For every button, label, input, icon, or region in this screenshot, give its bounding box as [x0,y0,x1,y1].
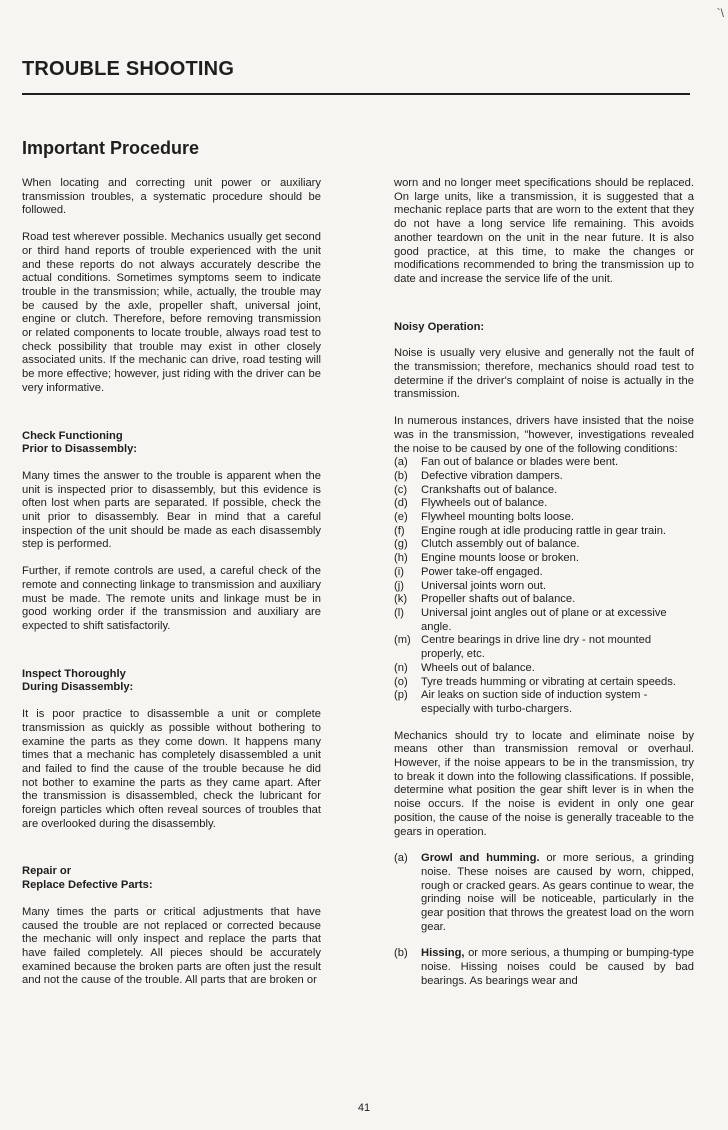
subheading [22,865,321,892]
paragraph: In numerous instances, drivers have insisted that the noise was in the transmission, "however, investigations revealed the noise to be caused by one of the following conditions: [394,415,694,455]
paragraph: Further, if remote controls are used, a careful check of the remote and connecting linkage to transmission and auxiliary must be made. The remote units and linkage must be in good working order if the transmission and auxiliary are expected to shift satisfactorily. [22,565,321,632]
header-divider [22,93,690,95]
condition-text: Centre bearings in drive line dry - not mounted properly, etc. [421,634,652,661]
condition-text: Crankshafts out of balance. [421,483,558,496]
condition-label: (o) [394,675,408,688]
condition-item [394,580,694,594]
left-column [22,177,321,988]
item-label: (a) [394,852,408,865]
condition-text: Flywheel mounting bolts loose. [421,511,574,524]
condition-text: Fan out of balance or blades were bent. [421,456,619,469]
condition-item [394,607,694,634]
item-term: Hissing, [421,947,465,960]
condition-item [394,470,694,484]
paragraph: Mechanics should try to locate and eliminate noise by means other than transmission removal or overhaul. However, if the noise appears to be in the transmission, try to break it down into the following classifications. If possible, determine what position the gear shift lever is in when the noise occurs. If the noise is evident in only one gear position, the cause of the noise is generally traceable to the gears in operation. [394,729,694,838]
item-text: or more serious, a thumping or bumping-type noise. Hissing noises could be caused by bad bearings. As bearings wear and [421,947,694,987]
noise-item [394,947,694,988]
condition-item [394,676,694,690]
condition-label: (c) [394,483,408,496]
condition-text: Flywheels out of balance. [421,497,548,510]
condition-label: (k) [394,593,408,606]
condition-item [394,566,694,580]
page-number: 41 [357,1102,371,1114]
paragraph: worn and no longer meet specifications should be replaced. On large units, like a transmission, it is suggested that a mechanic replace parts that are worn to the extent that they do not have a long service life remaining. This avoids another teardown on the unit in the near future. It is also good practice, at this time, to make the changes or modifications recommended to bring the transmission up to date and increase the service life of the unit. [394,177,694,285]
condition-text: Wheels out of balance. [421,661,535,674]
condition-item [394,538,694,552]
condition-text: Power take-off engaged. [421,565,543,578]
condition-item [394,497,694,511]
condition-item [394,552,694,566]
condition-label: (h) [394,552,408,565]
paragraph: When locating and correcting unit power or auxiliary transmission troubles, a systematic procedure should be followed. [22,177,321,217]
condition-text: Universal joint angles out of plane or at excessive angle. [421,606,667,633]
paragraph: Many times the answer to the trouble is apparent when the unit is inspected prior to disassembly, but this evidence is often lost when parts are separated. If possible, check the unit prior to disassembly. Bear in mind that a careful inspection of the unit should be made as each disassembly step is performed. [22,469,321,551]
subheading [22,668,321,695]
condition-label: (f) [394,524,405,537]
subheading-line: Prior to Disassembly: [22,443,138,456]
subheading-line: Check Functioning [22,429,123,442]
condition-label: (d) [394,497,408,510]
condition-text: Universal joints worn out. [421,579,546,592]
condition-label: (p) [394,689,408,702]
condition-text: Engine mounts loose or broken. [421,552,579,565]
condition-label: (n) [394,661,408,674]
condition-text: Defective vibration dampers. [421,469,563,482]
subheading-line: Repair or [22,865,72,878]
condition-item [394,456,694,470]
right-column [394,177,694,989]
condition-label: (j) [394,579,404,592]
paragraph: It is poor practice to disassemble a unit or complete transmission as quickly as possible without bothering to examine the parts as they come down. It happens many times that a mechanic has completely disassembled a unit and failed to find the cause of the trouble because he did not bother to examine the parts as they came apart. After the transmission is disassembled, check the lubricant for foreign particles which often reveal sources of troubles that are overlooked during the disassembly. [22,708,321,830]
condition-text: Clutch assembly out of balance. [421,538,580,551]
paragraph: Many times the parts or critical adjustments that have caused the trouble are not replaced or corrected because the mechanic will only inspect and replace the parts that have failed completely. All pieces should be accurately examined because the broken parts are often just the result and not the cause of the trouble. All parts that are broken or [22,905,321,987]
subheading-line: Inspect Thoroughly [22,667,126,680]
condition-label: (m) [394,634,411,647]
item-body [421,947,694,988]
noise-item [394,852,694,934]
condition-label: (l) [394,606,404,619]
condition-item [394,525,694,539]
subheading: Noisy Operation: [394,320,485,333]
condition-label: (a) [394,456,408,469]
condition-text: Tyre treads humming or vibrating at certain speeds. [421,675,676,688]
item-label: (b) [394,947,408,960]
paragraph: Noise is usually very elusive and generally not the fault of the transmission; therefore, mechanics should road test to determine if the driver's complaint of noise is actually in the transmission. [394,347,694,401]
condition-label: (b) [394,469,408,482]
item-text: or more serious, a grinding noise. These noises are caused by worn, chipped, rough or cracked gears. As gears continue to wear, the grinding noise will be noticeable, particularly in the gear position that throws the greatest load on the worn gear. [421,852,694,933]
item-term: Growl and humming. [421,852,540,865]
item-body [421,852,694,934]
condition-label: (g) [394,538,408,551]
subheading-line: Replace Defective Parts: [22,879,153,892]
paragraph: Road test wherever possible. Mechanics usually get second or third hand reports of trouble experienced with the unit and these reports do not always accurately describe the actual conditions. Sometimes symptoms seem to indicate trouble in the transmission; while, actually, the trouble may be caused by the axle, propeller shaft, universal joint, engine or clutch. Therefore, before removing transmission or related components to locate trouble, always road test to check possibility that trouble may exist in other closely associated units. If the mechanic can drive, road testing will be more effective; however, just riding with the driver can be very informative. [22,231,321,394]
corner-scan-mark: `\ [716,6,724,20]
condition-item [394,484,694,498]
condition-item [394,634,694,661]
condition-label: (e) [394,511,408,524]
condition-text: Engine rough at idle producing rattle in gear train. [421,524,667,537]
subheading-line: During Disassembly: [22,681,134,694]
condition-item [394,689,694,716]
page-header-title: TROUBLE SHOOTING [22,58,235,80]
condition-label: (i) [394,565,404,578]
condition-text: Air leaks on suction side of induction system - especially with turbo-chargers. [421,689,648,715]
conditions-list [394,456,694,716]
condition-item [394,662,694,676]
condition-item [394,593,694,607]
condition-text: Propeller shafts out of balance. [421,593,576,606]
subheading [22,430,321,457]
condition-item [394,511,694,525]
section-title: Important Procedure [22,138,200,158]
